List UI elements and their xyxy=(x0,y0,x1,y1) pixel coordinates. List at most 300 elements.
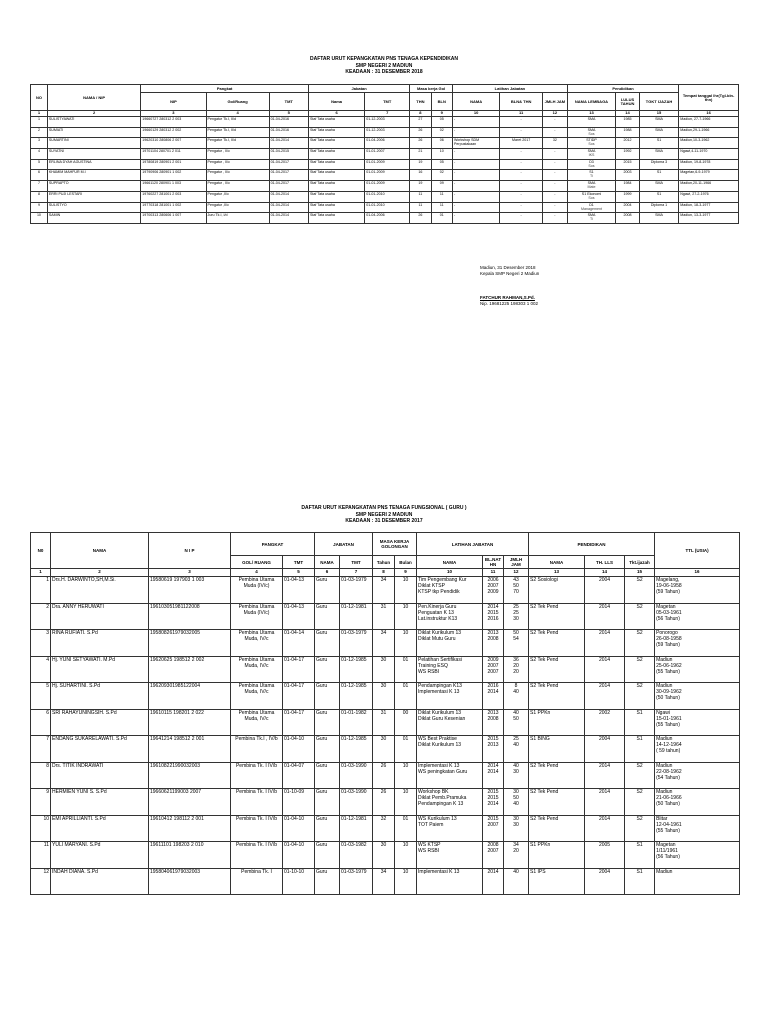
employee-lulus: 2003 xyxy=(616,170,640,181)
employee-jabatan-tmt: 01-01-2010 xyxy=(365,202,410,213)
table-row xyxy=(31,577,740,604)
teacher-latihan-year-line: 2014 xyxy=(487,868,499,875)
teacher-latihan-line: Pendampingan K 13 xyxy=(418,801,464,807)
employee-name: SUMIATI xyxy=(47,127,140,138)
teacher-nip: 19660621199003 2007 xyxy=(149,789,231,816)
teacher-nip: 19610412 198112 2 001 xyxy=(149,815,231,842)
teacher-latihan-jam xyxy=(504,789,529,816)
employee-nip: 19790906 280901 1 002 xyxy=(141,170,206,181)
teacher-ijazah: S2 xyxy=(625,603,655,630)
teacher-latihan-jam-line: 50 xyxy=(513,630,519,636)
teacher-latihan-jam xyxy=(504,603,529,630)
teacher-masa-bulan: 10 xyxy=(395,762,417,789)
table-row xyxy=(31,181,739,192)
teacher-latihan-jam-line: 40 xyxy=(513,762,519,769)
employee-masa-thn: 26 xyxy=(410,213,431,224)
teacher-jabatan-tmt: 01-12-1981 xyxy=(340,815,373,842)
employee-ttl: Madiun, 18-3-1977 xyxy=(679,202,739,213)
column-number: 1 xyxy=(31,569,51,577)
teacher-ttl-line: Ponorogo xyxy=(656,630,678,636)
employee-tmt: 01-04-2017 xyxy=(269,159,308,170)
table-row xyxy=(31,709,740,736)
teacher-latihan-jam-line: 34 xyxy=(513,842,519,848)
doc2-header-ttl: TTL (USIA) xyxy=(655,533,740,569)
doc1-header-blnthn: BLN& THN xyxy=(500,93,543,111)
teacher-ijazah: S2 xyxy=(625,656,655,683)
column-number: 11 xyxy=(483,569,504,577)
doc1-header-nama-nip: NAMA / NIP xyxy=(47,85,140,111)
employee-jabatan-tmt: 01-01-2010 xyxy=(365,191,410,202)
doc2-title-line-2: SMP NEGERI 2 MADIUN xyxy=(355,511,413,518)
teacher-gol: Pembina Tk. I IV/b xyxy=(231,789,283,816)
teacher-ttl xyxy=(655,762,740,789)
teacher-nip: 195808261979032005 xyxy=(149,630,231,657)
column-number: 10 xyxy=(417,569,483,577)
teacher-latihan-jam-line: 40 xyxy=(513,689,519,695)
teacher-ijazah: S2 xyxy=(625,630,655,657)
column-number: 8 xyxy=(410,111,431,117)
teacher-latihan xyxy=(417,868,483,895)
table-row xyxy=(31,170,739,181)
employee-latihan: - xyxy=(452,117,499,128)
employee-latihan-jam: - xyxy=(543,170,568,181)
teacher-pendidikan: S1 IPS xyxy=(529,868,585,895)
teacher-ttl-line: (55 Tahun) xyxy=(656,668,680,675)
teacher-gol: Pembina Tk. I IV/b xyxy=(231,842,283,869)
employee-name: SUMARTINI xyxy=(47,138,140,149)
row-number: 8 xyxy=(31,191,48,202)
teacher-jabatan-tmt: 01-03-1979 xyxy=(340,577,373,604)
employee-masa-thn: 19 xyxy=(410,159,431,170)
teacher-ttl-line: Magetan xyxy=(656,842,676,848)
teacher-ttl-line: 19-06-1958 xyxy=(656,583,682,589)
teacher-tmt: 01-04-14 xyxy=(283,630,315,657)
teacher-ttl-line: 22-08-1962 xyxy=(656,768,682,775)
doc2-header-jab-tmt: TMT xyxy=(340,556,373,569)
teacher-ttl-line: Madiun xyxy=(656,868,673,875)
teacher-ijazah: S2 xyxy=(625,815,655,842)
teacher-latihan-year-line: 2008 xyxy=(487,842,499,848)
employee-latihan-jam: - xyxy=(543,202,568,213)
lembaga-sub: IKS xyxy=(588,153,595,158)
doc2-header-jabatan: JABATAN xyxy=(315,533,373,556)
column-number: 5 xyxy=(283,569,315,577)
doc2-table-body xyxy=(31,577,740,895)
employee-jabatan: Staf Tata usaha xyxy=(308,202,364,213)
lembaga-name: SMA xyxy=(587,127,596,132)
table-row xyxy=(31,736,740,763)
teacher-latihan-jam xyxy=(504,736,529,763)
column-number: 14 xyxy=(616,111,640,117)
teacher-lulus: 2014 xyxy=(585,789,625,816)
doc2-header-masa: MASA KERJA GOLONGAN xyxy=(373,533,417,556)
teacher-ttl-line: 21-06-1966 xyxy=(656,795,682,801)
column-number: 11 xyxy=(500,111,543,117)
teacher-ttl-line: 30-09-1962 xyxy=(656,689,682,695)
employee-latihan: - xyxy=(452,191,499,202)
employee-latihan: - xyxy=(452,181,499,192)
teacher-masa-bulan: 10 xyxy=(395,603,417,630)
teacher-latihan-jam-line: 50 xyxy=(513,583,519,589)
teacher-ttl-line: Madiun xyxy=(656,683,673,689)
teacher-ttl-line: ( 59 tahun) xyxy=(656,748,681,754)
employee-jabatan: Staf Tata usaha xyxy=(308,170,364,181)
teacher-latihan xyxy=(417,656,483,683)
teacher-pendidikan: S1 PPKn xyxy=(529,842,585,869)
row-number: 10 xyxy=(31,815,51,842)
employee-masa-bln: 09 xyxy=(431,181,452,192)
teacher-latihan-line: WS peningkatan Guru xyxy=(418,768,468,775)
teacher-nip: 19580619 197903 1 003 xyxy=(149,577,231,604)
doc2-header-ijazah: Tkt.ijazah xyxy=(625,556,655,569)
lembaga-name: S1 Ekonomi xyxy=(581,191,602,196)
lembaga-name: SMA xyxy=(587,181,596,186)
teacher-nip: 19641214 198512 2 001 xyxy=(149,736,231,763)
table-row xyxy=(31,789,740,816)
signature-role: Kepala SMP Negeri 2 Madiun xyxy=(480,271,540,276)
teacher-masa-tahun: 30 xyxy=(373,656,395,683)
employee-jabatan: Staf Tata usaha xyxy=(308,213,364,224)
column-number: 7 xyxy=(365,111,410,117)
employee-lembaga xyxy=(567,181,615,192)
teacher-name: YULI MARYANI. S.Pd xyxy=(51,842,149,869)
lembaga-sub: Sos xyxy=(588,131,595,136)
teacher-latihan-year xyxy=(483,868,504,895)
teacher-ttl xyxy=(655,789,740,816)
doc2-title-line-3: KEADAAN : 31 DESEMBER 2017 xyxy=(345,518,423,524)
teacher-jabatan-tmt: 01-03-1982 xyxy=(340,842,373,869)
row-number: 3 xyxy=(31,630,51,657)
doc2-header-no: N0 xyxy=(31,533,51,569)
teacher-name: Dra. ANNY HERUWATI xyxy=(51,603,149,630)
teacher-ttl-line: 05-03-1961 xyxy=(656,609,682,616)
teacher-ttl-line: (55 Tahun) xyxy=(656,721,680,728)
column-number: 16 xyxy=(655,569,740,577)
lembaga-name: SMA xyxy=(587,117,596,121)
doc2-header-jmlh: JMLH JAM xyxy=(504,556,529,569)
lembaga-sub: Ti xyxy=(590,217,593,222)
table-row xyxy=(31,815,740,842)
table-row xyxy=(31,202,739,213)
employee-jabatan-tmt: 01-01-2009 xyxy=(365,170,410,181)
employee-lembaga xyxy=(567,149,615,160)
row-number: 9 xyxy=(31,789,51,816)
teacher-ijazah: S2 xyxy=(625,762,655,789)
teacher-latihan-jam-line: 30 xyxy=(513,615,519,622)
doc1-header-pangkat: Pangkat xyxy=(141,85,309,93)
employee-latihan-jam: - xyxy=(543,181,568,192)
teacher-latihan-line: Diklat Pemb.Pramuka xyxy=(418,795,467,801)
teacher-name: EMI APRILLIANTI. S.Pd xyxy=(51,815,149,842)
employee-ttl: Madiun, 19-8-1978 xyxy=(679,159,739,170)
teacher-jabatan-tmt: 01-03-1979 xyxy=(340,630,373,657)
doc2-header-lat-nama: NAMA xyxy=(417,556,483,569)
employee-lulus: 1992 xyxy=(616,149,640,160)
doc2-header-tlls: TH. LLS xyxy=(585,556,625,569)
teacher-latihan-jam-line: 20 xyxy=(513,662,519,669)
teacher-tmt: 01-04-17 xyxy=(283,683,315,710)
teacher-tmt: 01-04-07 xyxy=(283,762,315,789)
employee-gol: Pengatur Tk.I, II/d xyxy=(206,117,269,128)
teacher-gol: Pembina Utama Muda, IV/c xyxy=(231,630,283,657)
teacher-latihan-line: Training ESQ xyxy=(418,662,448,669)
doc1-table xyxy=(30,84,739,224)
teacher-latihan-year-line: 2014 xyxy=(487,801,499,807)
employee-masa-bln: 05 xyxy=(431,117,452,128)
teacher-name: RINA RUFIATI. S.Pd xyxy=(51,630,149,657)
employee-tmt: 01-04-2016 xyxy=(269,117,308,128)
teacher-jabatan: Guru xyxy=(315,683,340,710)
teacher-latihan-year-line: 2015 xyxy=(487,795,499,801)
teacher-name: Drs. TITIK INDRAWATI xyxy=(51,762,149,789)
teacher-latihan-jam xyxy=(504,630,529,657)
employee-masa-bln: 11 xyxy=(431,202,452,213)
teacher-jabatan: Guru xyxy=(315,762,340,789)
teacher-pendidikan: S1 PPKn xyxy=(529,709,585,736)
teacher-latihan-jam-line: 40 xyxy=(513,709,519,716)
employee-latihan: - xyxy=(452,170,499,181)
teacher-ttl-line: (55 Tahun) xyxy=(656,827,680,834)
employee-masa-bln: 11 xyxy=(431,191,452,202)
column-number: 15 xyxy=(625,569,655,577)
teacher-latihan-line: TOT Paiem xyxy=(418,821,444,828)
employee-latihan-date: - xyxy=(500,159,543,170)
employee-latihan-date: - xyxy=(500,213,543,224)
doc1-header-bln: BLN xyxy=(431,93,452,111)
teacher-latihan-jam-line: 30 xyxy=(513,789,519,795)
teacher-latihan-year-line: 2013 xyxy=(487,709,499,716)
teacher-ttl-line: Ngawi xyxy=(656,709,670,716)
teacher-ttl xyxy=(655,868,740,895)
doc2-header-pendidikan: PENDIDIKAN xyxy=(529,533,655,556)
signature-nip: Nip. 19681225 198303 1 002 xyxy=(480,301,539,306)
row-number: 11 xyxy=(31,842,51,869)
employee-jabatan-tmt: 01-01-2009 xyxy=(365,159,410,170)
employee-latihan xyxy=(452,138,499,149)
employee-tgkt: SMA xyxy=(639,127,678,138)
teacher-ttl xyxy=(655,736,740,763)
employee-name: SAMIN xyxy=(47,213,140,224)
teacher-latihan-year-line: 2015 xyxy=(487,736,499,742)
teacher-jabatan: Guru xyxy=(315,656,340,683)
teacher-name: INDAH DIANA. S.Pd xyxy=(51,868,149,895)
employee-jabatan-tmt: 01-12-2003 xyxy=(365,117,410,128)
teacher-jabatan-tmt: 01-03-1990 xyxy=(340,789,373,816)
signature-name: FATCHUR RAHMAN,S.Pd. xyxy=(480,295,535,300)
teacher-pendidikan: S1 BING xyxy=(529,736,585,763)
employee-latihan-date: - xyxy=(500,127,543,138)
teacher-jabatan: Guru xyxy=(315,842,340,869)
row-number: 9 xyxy=(31,202,48,213)
employee-tmt: 01-04-2017 xyxy=(269,181,308,192)
teacher-latihan-line: Diklat Kurikulum 13 xyxy=(418,742,462,748)
employee-name: KHAMIM MAHFUR M.I xyxy=(47,170,140,181)
employee-lulus: 2004 xyxy=(616,202,640,213)
teacher-ttl xyxy=(655,709,740,736)
teacher-jabatan: Guru xyxy=(315,736,340,763)
teacher-latihan-year xyxy=(483,683,504,710)
teacher-latihan-jam-line: 54 xyxy=(513,636,519,642)
teacher-latihan-line: Penguatan K 13 xyxy=(418,609,454,616)
signature-block xyxy=(480,265,539,307)
row-number: 6 xyxy=(31,170,48,181)
teacher-lulus: 2004 xyxy=(585,577,625,604)
teacher-masa-tahun: 30 xyxy=(373,683,395,710)
employee-tgkt: S1 xyxy=(639,138,678,149)
teacher-latihan-year-line: 2006 xyxy=(487,577,499,583)
teacher-latihan-line: KTSP tkp Pendidik xyxy=(418,589,460,595)
teacher-latihan-year-line: 2014 xyxy=(487,762,499,769)
teacher-ttl-line: (56 Tahun) xyxy=(656,615,680,622)
doc1-header-pendidikan: Pendidikan xyxy=(567,85,678,93)
employee-lulus: 1985 xyxy=(616,117,640,128)
employee-tgkt: SMA xyxy=(639,117,678,128)
teacher-nip: 196209301985122004 xyxy=(149,683,231,710)
table-row xyxy=(31,842,740,869)
teacher-latihan-jam-line: 30 xyxy=(513,815,519,822)
teacher-tmt: 01-04-13 xyxy=(283,603,315,630)
row-number: 3 xyxy=(31,138,48,149)
teacher-masa-tahun: 34 xyxy=(373,868,395,895)
teacher-latihan-jam-line: 36 xyxy=(513,656,519,663)
teacher-gol: Pembina Utama Muda (IV/c) xyxy=(231,603,283,630)
teacher-latihan-year-line: 2007 xyxy=(487,662,499,669)
teacher-latihan-year xyxy=(483,577,504,604)
teacher-tmt: 01-10-10 xyxy=(283,868,315,895)
teacher-gol: Pembina Utama Muda, IV/c xyxy=(231,683,283,710)
doc1-header-gol: Gol/Ruang xyxy=(206,93,269,111)
doc2-header-bulan: Bulan xyxy=(395,556,417,569)
teacher-tmt: 01-04-10 xyxy=(283,736,315,763)
employee-tmt: 01-04-2014 xyxy=(269,213,308,224)
teacher-name: Hj. SUHARTINI. S.Pd xyxy=(51,683,149,710)
employee-latihan-jam: - xyxy=(543,191,568,202)
table-row xyxy=(31,149,739,160)
employee-jabatan: Staf Tata usaha xyxy=(308,127,364,138)
doc1-title-line-3: KEADAAN : 31 DESEMBER 2018 xyxy=(345,69,423,75)
column-number: 6 xyxy=(315,569,340,577)
employee-lulus: 2015 xyxy=(616,159,640,170)
employee-masa-thn: 21 xyxy=(410,149,431,160)
employee-latihan: - xyxy=(452,159,499,170)
employee-nip: 19760227 281001 2 003 xyxy=(141,191,206,202)
table-row xyxy=(31,868,740,895)
teacher-ttl-line: 15-01-1961 xyxy=(656,715,682,722)
teacher-latihan-jam-line: 25 xyxy=(513,609,519,616)
doc2-header-nama: NAMA xyxy=(51,533,149,569)
teacher-masa-tahun: 26 xyxy=(373,789,395,816)
teacher-masa-bulan: 01 xyxy=(395,736,417,763)
employee-latihan: - xyxy=(452,127,499,138)
employee-name: SULISTYAWATI xyxy=(47,117,140,128)
doc1-title xyxy=(0,56,768,76)
teacher-jabatan-tmt: 01-03-1979 xyxy=(340,868,373,895)
teacher-latihan-line: Pendampingan K13 xyxy=(418,683,462,689)
column-number: 3 xyxy=(141,111,206,117)
doc1-header-masa-kerja: Masa kerja Gol xyxy=(410,85,453,93)
column-number: 7 xyxy=(340,569,373,577)
teacher-latihan-year-line: 2014 xyxy=(487,768,499,775)
teacher-latihan-jam-line: 50 xyxy=(513,715,519,722)
teacher-latihan-jam-line: 40 xyxy=(513,742,519,748)
teacher-jabatan: Guru xyxy=(315,815,340,842)
teacher-latihan-year-line: 2015 xyxy=(487,609,499,616)
table-row xyxy=(31,159,739,170)
teacher-ttl xyxy=(655,630,740,657)
teacher-latihan-year-line: 2016 xyxy=(487,683,499,689)
teacher-latihan xyxy=(417,736,483,763)
row-number: 10 xyxy=(31,213,48,224)
teacher-latihan-year-line: 2009 xyxy=(487,656,499,663)
employee-latihan-date: - xyxy=(500,181,543,192)
teacher-pendidikan: S2 Tek Pend xyxy=(529,815,585,842)
teacher-latihan-year xyxy=(483,815,504,842)
teacher-latihan-line: Diklat Kurikulum 13 xyxy=(418,709,462,716)
doc2-header-nip: N I P xyxy=(149,533,231,569)
teacher-ttl-line: Madiun xyxy=(656,656,673,663)
teacher-latihan-line: WS RSBI xyxy=(418,668,440,675)
doc1-header-tempat: Tempat tanggal lhr(Tgl-bln-thn) xyxy=(679,85,739,111)
doc1-header-no: NO xyxy=(31,85,48,111)
teacher-lulus: 2014 xyxy=(585,630,625,657)
teacher-latihan-year-line: 2008 xyxy=(487,636,499,642)
teacher-latihan-jam xyxy=(504,709,529,736)
teacher-ttl-line: (59 Tahun) xyxy=(656,589,680,595)
employee-ttl: Ngawi, 27-2-1976 xyxy=(679,191,739,202)
table-row xyxy=(31,656,740,683)
teacher-latihan-jam xyxy=(504,762,529,789)
employee-ttl: Madiun, 13-3-1977 xyxy=(679,213,739,224)
latihan-line: Workshop SDM xyxy=(453,138,480,143)
doc1-header-jab-tmt: TMT xyxy=(365,93,410,111)
teacher-masa-tahun: 31 xyxy=(373,603,395,630)
employee-lulus: 2008 xyxy=(616,213,640,224)
teacher-ttl-line: Madiun xyxy=(656,762,673,769)
teacher-tmt: 01-10-09 xyxy=(283,789,315,816)
lembaga-sub: Management xyxy=(581,206,602,211)
teacher-latihan-year-line: 2015 xyxy=(487,789,499,795)
employee-jabatan: Staf Tata usaha xyxy=(308,159,364,170)
teacher-name: ENDANG SUKARELAWATI. S.Pd xyxy=(51,736,149,763)
employee-masa-bln: 02 xyxy=(431,170,452,181)
teacher-nip: 19610115 198201 2 022 xyxy=(149,709,231,736)
teacher-gol: Pembina Utama Muda, IV/c xyxy=(231,656,283,683)
doc2-header-gol: GOL/ RUANG xyxy=(231,556,283,569)
teacher-gol: Pembina Tk. I IV/b xyxy=(231,815,283,842)
latihan-line: Perpustakaan xyxy=(453,142,477,147)
teacher-gol: Pembina Utama Muda (IV/c) xyxy=(231,577,283,604)
employee-lulus: 1984 xyxy=(616,181,640,192)
teacher-latihan-year xyxy=(483,789,504,816)
teacher-pendidikan: S2 Tek Pend xyxy=(529,683,585,710)
employee-nip: 19701104 280701 2 011 xyxy=(141,149,206,160)
teacher-latihan xyxy=(417,762,483,789)
employee-nip: 19661120 280901 1 003 xyxy=(141,181,206,192)
teacher-masa-bulan: 01 xyxy=(395,815,417,842)
teacher-latihan xyxy=(417,577,483,604)
teacher-lulus: 2002 xyxy=(585,709,625,736)
table-row xyxy=(31,762,740,789)
teacher-ttl-line: (54 Tahun) xyxy=(656,774,680,781)
teacher-jabatan: Guru xyxy=(315,630,340,657)
teacher-gol: Pembina Tk. I xyxy=(231,868,283,895)
teacher-latihan-year-line: 2008 xyxy=(487,715,499,722)
employee-masa-thn: 26 xyxy=(410,127,431,138)
employee-lembaga xyxy=(567,117,615,128)
teacher-nip: 195804061979032003 xyxy=(149,868,231,895)
teacher-name: Drs.H. DARWINTO,SH,M.Si. xyxy=(51,577,149,604)
employee-latihan-date: - xyxy=(500,117,543,128)
